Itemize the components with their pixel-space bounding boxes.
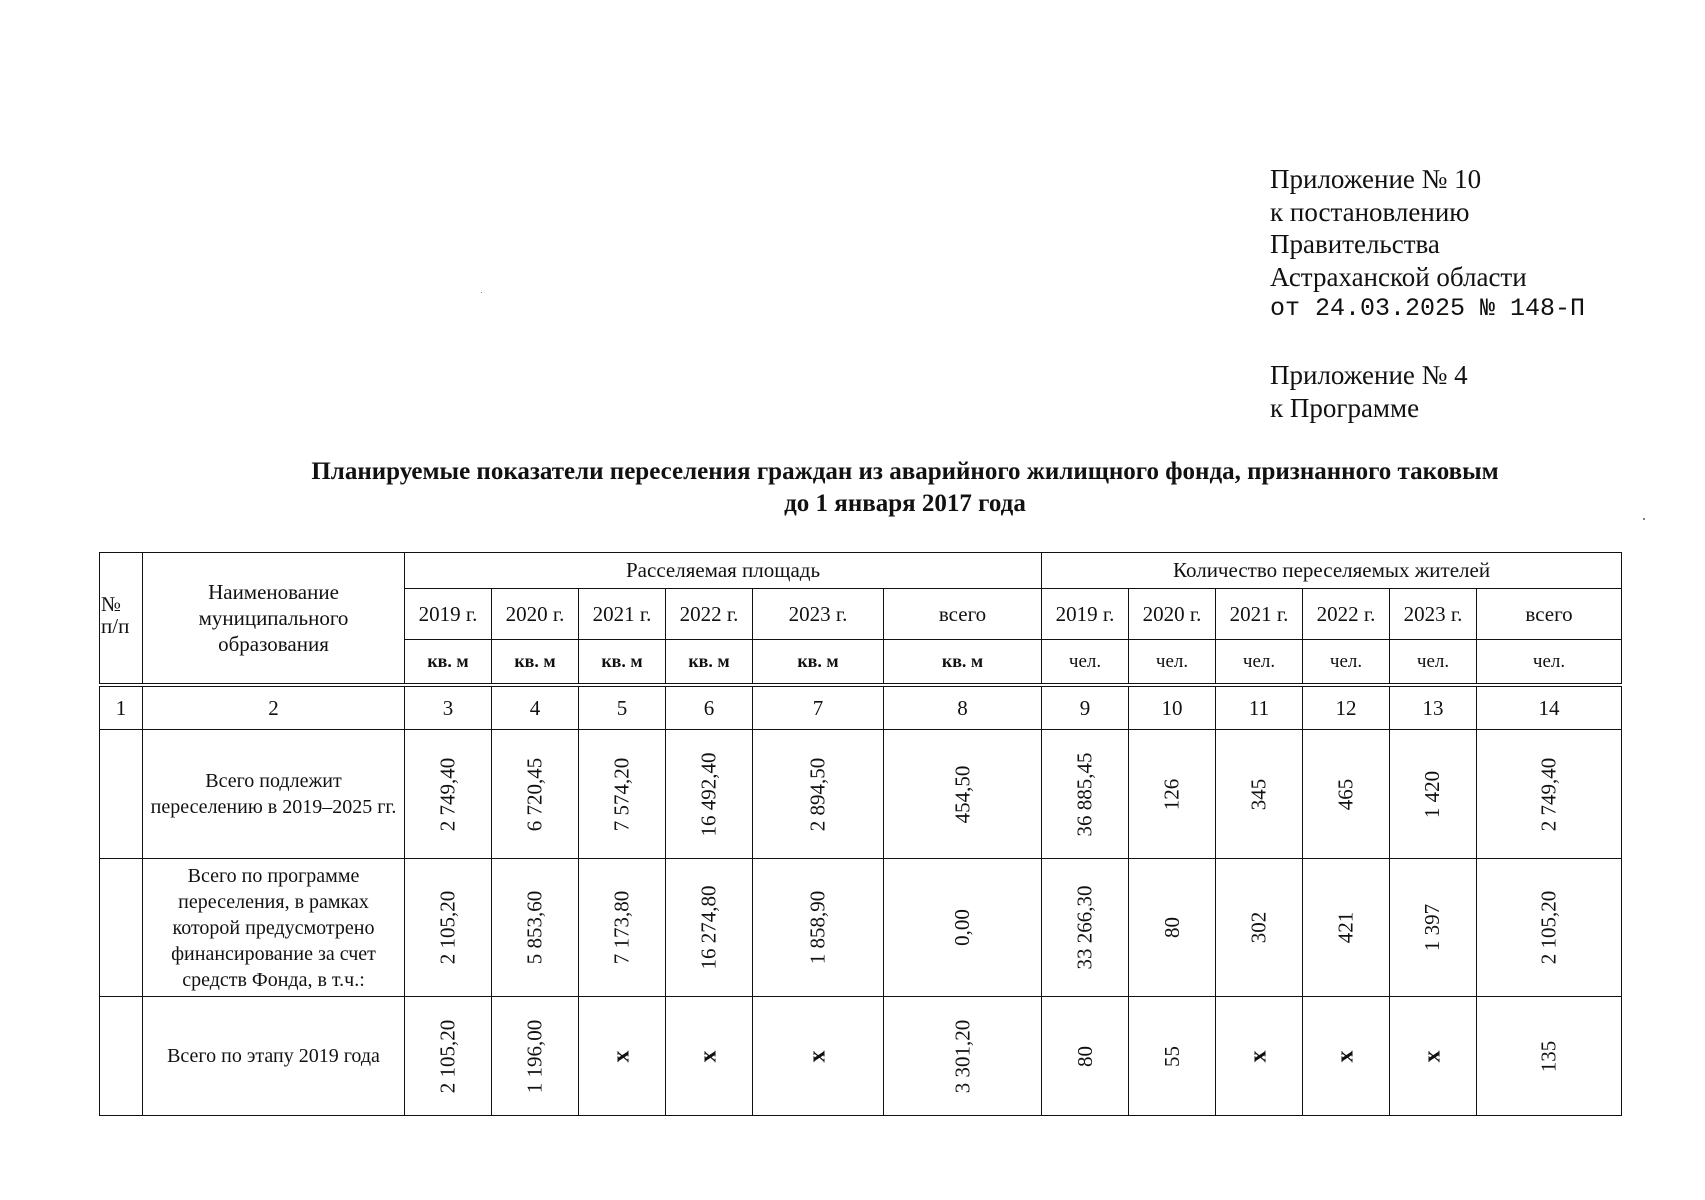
value-cell: [884, 859, 1042, 997]
title-line-1: Планируемые показатели переселения граждан из аварийного жилищного фонда, признанного таковым: [311, 458, 1499, 485]
row-name: Всего подлежит переселению в 2019–2025 гг.: [143, 730, 405, 859]
value-cell: [666, 859, 753, 997]
value-text: х: [1245, 1050, 1272, 1062]
value-cell: [492, 859, 579, 997]
value-text: 5 853,60: [522, 890, 547, 965]
header-area-year: 2019 г.: [405, 589, 492, 640]
unit-area: кв. м: [884, 640, 1042, 686]
unit-people: чел.: [1303, 640, 1390, 686]
annex-program-title: Приложение № 4: [1270, 360, 1468, 390]
value-text: 2 894,50: [805, 757, 830, 831]
column-number: 14: [1477, 685, 1622, 730]
value-cell: [666, 730, 753, 859]
header-people-year: 2023 г.: [1390, 589, 1477, 640]
value-cell: [1042, 859, 1129, 997]
value-text: 421: [1333, 911, 1358, 944]
column-number: 12: [1303, 685, 1390, 730]
value-cell: [753, 997, 884, 1116]
annex-line-2: к постановлению: [1270, 196, 1470, 227]
value-cell: [1390, 730, 1477, 859]
scan-speck: [1643, 518, 1645, 520]
value-text: 1 420: [1420, 770, 1445, 818]
value-text: 6 720,45: [522, 757, 547, 831]
value-text: 33 266,30: [1072, 885, 1097, 970]
header-people-total: всего: [1477, 589, 1622, 640]
unit-area: кв. м: [405, 640, 492, 686]
header-area-year: 2020 г.: [492, 589, 579, 640]
row-name: Всего по этапу 2019 года: [143, 997, 405, 1116]
value-cell: [1042, 997, 1129, 1116]
unit-people: чел.: [1042, 640, 1129, 686]
header-area-total: всего: [884, 589, 1042, 640]
value-cell: [753, 859, 884, 997]
annex-program-line-2: к Программе: [1270, 392, 1420, 423]
value-text: х: [1332, 1050, 1359, 1062]
table-row: [100, 730, 1622, 859]
value-text: 1 858,90: [805, 890, 830, 965]
value-cell: [1216, 997, 1303, 1116]
header-row-groups: [100, 553, 1622, 589]
annex-block: [1270, 163, 1585, 326]
value-cell: [1477, 730, 1622, 859]
row-number-cell: [100, 859, 143, 997]
value-text: 16 492,40: [696, 752, 721, 836]
value-text: 1 397: [1420, 903, 1445, 952]
value-text: 3 301,20: [950, 1019, 975, 1093]
value-text: 55: [1159, 1045, 1184, 1067]
column-number-row: [100, 685, 1622, 730]
value-text: 0,00: [950, 909, 975, 946]
header-people-year: 2020 г.: [1129, 589, 1216, 640]
annex-date-number: от 24.03.2025 № 148-П: [1270, 294, 1586, 323]
value-text: х: [804, 1050, 831, 1062]
unit-people: чел.: [1129, 640, 1216, 686]
value-cell: [1042, 730, 1129, 859]
table-row: [100, 997, 1622, 1116]
column-number: 9: [1042, 685, 1129, 730]
value-cell: [405, 997, 492, 1116]
value-cell: [1216, 859, 1303, 997]
row-number-cell: [100, 997, 143, 1116]
value-text: 135: [1536, 1040, 1561, 1072]
unit-people: чел.: [1216, 640, 1303, 686]
value-text: 2 105,20: [1536, 890, 1561, 965]
column-number: 4: [492, 685, 579, 730]
header-area-year: 2022 г.: [666, 589, 753, 640]
value-text: 2 105,20: [435, 1019, 460, 1093]
value-text: 80: [1072, 1045, 1097, 1067]
table-row: [100, 859, 1622, 997]
value-cell: [884, 730, 1042, 859]
value-cell: [579, 730, 666, 859]
header-area-group: Расселяемая площадь: [405, 553, 1042, 589]
value-cell: [1303, 730, 1390, 859]
value-text: 1 196,00: [522, 1019, 547, 1093]
annex-title: Приложение № 10: [1270, 164, 1482, 194]
column-number: 8: [884, 685, 1042, 730]
column-number: 3: [405, 685, 492, 730]
value-cell: [1390, 859, 1477, 997]
scan-speck: [481, 292, 482, 293]
row-name: Всего по программе переселения, в рамках которой предусмотрено финансирование за счет средств Фонда, в т.ч.:: [143, 859, 405, 997]
row-number-cell: [100, 730, 143, 859]
unit-area: кв. м: [579, 640, 666, 686]
value-text: х: [695, 1050, 722, 1062]
value-cell: [579, 859, 666, 997]
value-text: 454,50: [950, 765, 975, 823]
header-number: № п/п: [100, 553, 143, 686]
value-text: х: [1419, 1050, 1446, 1062]
value-text: 7 173,80: [609, 890, 634, 965]
value-text: 36 885,45: [1072, 752, 1097, 836]
header-people-year: 2022 г.: [1303, 589, 1390, 640]
column-number: 5: [579, 685, 666, 730]
header-people-group: Количество переселяемых жителей: [1042, 553, 1622, 589]
value-text: 345: [1246, 778, 1271, 810]
annex-line-3: Правительства: [1270, 229, 1440, 259]
title-line-2: до 1 января 2017 года: [784, 490, 1026, 517]
column-number: 7: [753, 685, 884, 730]
value-text: 7 574,20: [609, 757, 634, 831]
value-cell: [1129, 730, 1216, 859]
value-cell: [1216, 730, 1303, 859]
value-text: 2 749,40: [1536, 757, 1561, 831]
value-cell: [884, 997, 1042, 1116]
resettlement-table: [99, 552, 1622, 1116]
value-cell: [1129, 859, 1216, 997]
column-number: 6: [666, 685, 753, 730]
value-text: 126: [1159, 778, 1184, 810]
document-title: [140, 456, 1670, 520]
unit-area: кв. м: [753, 640, 884, 686]
unit-area: кв. м: [666, 640, 753, 686]
column-number: 10: [1129, 685, 1216, 730]
value-cell: [1477, 859, 1622, 997]
value-cell: [579, 997, 666, 1116]
value-cell: [405, 730, 492, 859]
unit-people: чел.: [1390, 640, 1477, 686]
column-number: 2: [143, 685, 405, 730]
header-area-year: 2023 г.: [753, 589, 884, 640]
column-number: 13: [1390, 685, 1477, 730]
value-cell: [492, 730, 579, 859]
header-municipality: Наименование муниципального образования: [143, 553, 405, 686]
value-cell: [1390, 997, 1477, 1116]
value-cell: [666, 997, 753, 1116]
header-people-year: 2019 г.: [1042, 589, 1129, 640]
value-text: х: [608, 1050, 635, 1062]
value-cell: [1129, 997, 1216, 1116]
annex-program-block: [1270, 359, 1468, 424]
value-text: 465: [1333, 778, 1358, 810]
column-number: 11: [1216, 685, 1303, 730]
value-cell: [1477, 997, 1622, 1116]
value-cell: [492, 997, 579, 1116]
annex-line-4: Астраханской области: [1270, 261, 1527, 292]
value-text: 80: [1159, 917, 1184, 938]
value-text: 2 749,40: [435, 757, 460, 831]
column-number: 1: [100, 685, 143, 730]
value-text: 2 105,20: [435, 890, 460, 965]
unit-area: кв. м: [492, 640, 579, 686]
value-cell: [1303, 859, 1390, 997]
value-text: 302: [1246, 911, 1271, 944]
value-cell: [753, 730, 884, 859]
value-cell: [405, 859, 492, 997]
value-cell: [1303, 997, 1390, 1116]
header-area-year: 2021 г.: [579, 589, 666, 640]
unit-people: чел.: [1477, 640, 1622, 686]
header-people-year: 2021 г.: [1216, 589, 1303, 640]
value-text: 16 274,80: [696, 885, 721, 970]
